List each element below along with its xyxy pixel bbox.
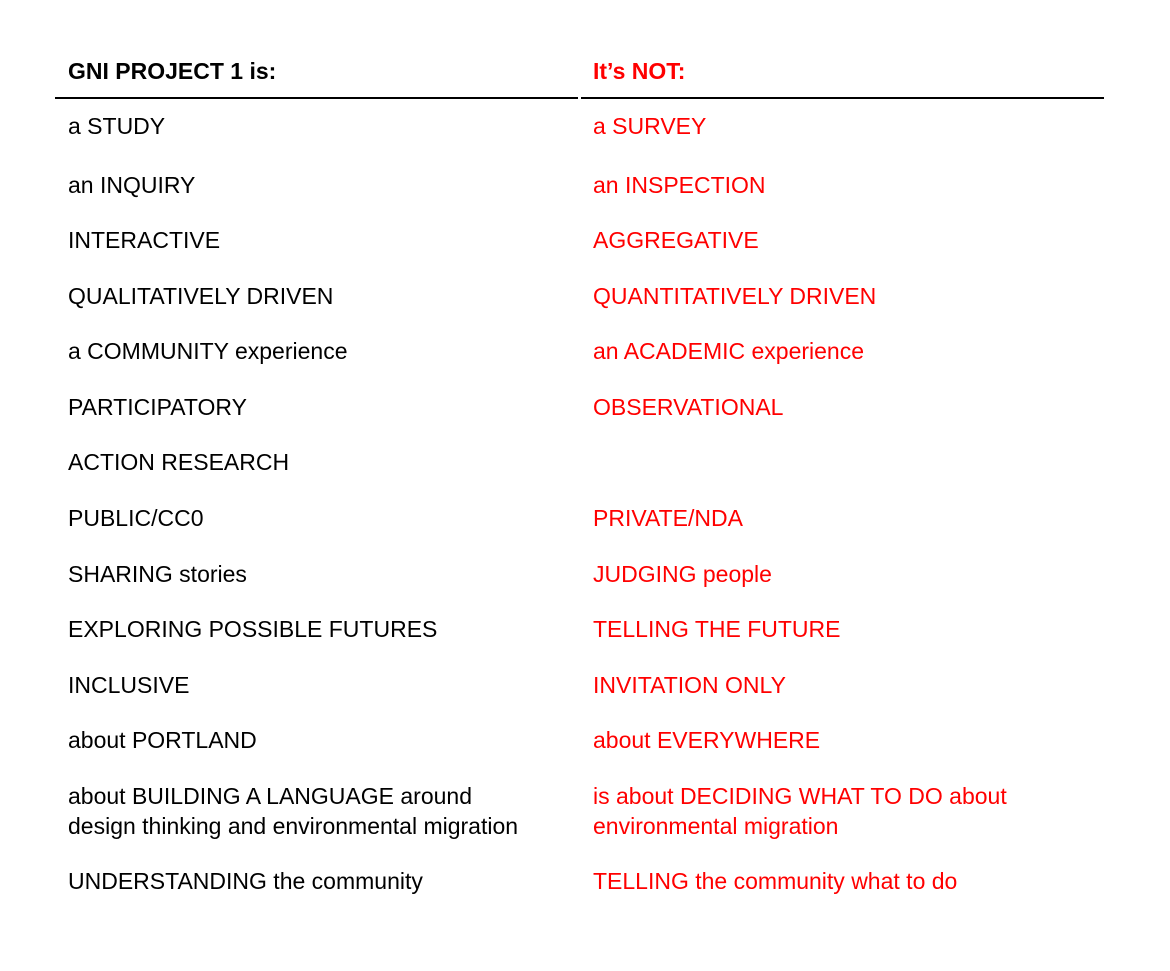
- not-cell: INVITATION ONLY: [593, 672, 786, 698]
- is-cell: UNDERSTANDING the community: [68, 868, 423, 894]
- not-cell: JUDGING people: [593, 561, 772, 587]
- is-cell: a COMMUNITY experience: [68, 338, 348, 364]
- table-header: [0, 56, 1170, 86]
- header-rule-right: [581, 97, 1104, 99]
- not-cell-line2: environmental migration: [593, 813, 839, 839]
- not-cell: AGGREGATIVE: [593, 227, 759, 253]
- is-cell: about PORTLAND: [68, 727, 257, 753]
- is-cell: SHARING stories: [68, 561, 247, 587]
- is-cell: an INQUIRY: [68, 172, 196, 198]
- header-is: GNI PROJECT 1 is:: [68, 58, 277, 84]
- is-cell: PUBLIC/CC0: [68, 505, 204, 531]
- not-cell: OBSERVATIONAL: [593, 394, 784, 420]
- not-cell: a SURVEY: [593, 113, 707, 139]
- not-cell-line1: is about DECIDING WHAT TO DO about: [593, 783, 1007, 809]
- is-cell: INTERACTIVE: [68, 227, 221, 253]
- not-cell: PRIVATE/NDA: [593, 505, 743, 531]
- header-rule-left: [55, 97, 578, 99]
- is-cell: PARTICIPATORY: [68, 394, 247, 420]
- is-cell: ACTION RESEARCH: [68, 449, 290, 475]
- not-cell: TELLING the community what to do: [593, 868, 958, 894]
- is-cell: EXPLORING POSSIBLE FUTURES: [68, 616, 438, 642]
- not-cell: TELLING THE FUTURE: [593, 616, 841, 642]
- is-cell: QUALITATIVELY DRIVEN: [68, 283, 334, 309]
- is-cell: a STUDY: [68, 113, 166, 139]
- is-cell-line1: about BUILDING A LANGUAGE around: [68, 783, 472, 809]
- is-cell: INCLUSIVE: [68, 672, 190, 698]
- is-cell-line2: design thinking and environmental migration: [68, 813, 519, 839]
- not-cell: an ACADEMIC experience: [593, 338, 865, 364]
- not-cell: an INSPECTION: [593, 172, 766, 198]
- header-not: It’s NOT:: [593, 58, 686, 84]
- not-cell: about EVERYWHERE: [593, 727, 821, 753]
- not-cell: QUANTITATIVELY DRIVEN: [593, 283, 877, 309]
